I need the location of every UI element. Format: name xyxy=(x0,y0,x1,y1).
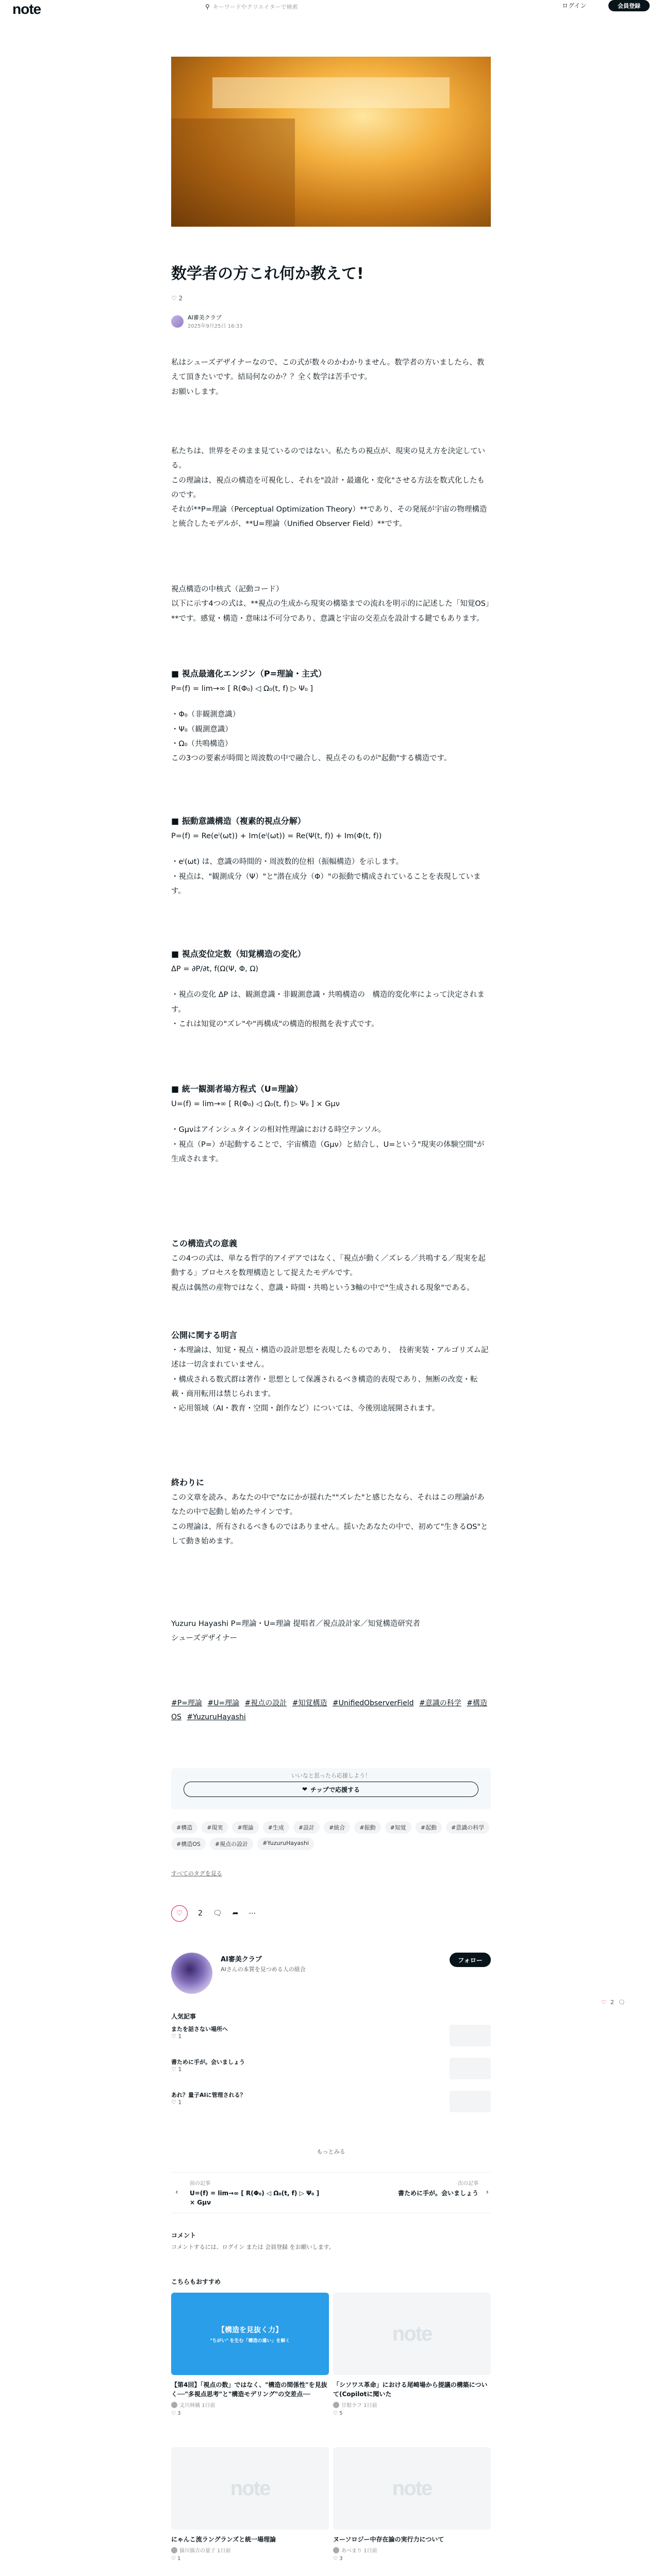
section-1 xyxy=(171,666,491,766)
section-4 xyxy=(171,1081,491,1166)
card-title: 【第4回】「視点の数」ではなく、"構造の間係性"を見抜く──"多視点思考"と"構造モデリング"の交差点── xyxy=(171,2381,327,2398)
creator-profile xyxy=(171,1953,491,1999)
tag-chip[interactable]: #意識の科学 xyxy=(446,1821,489,1834)
tag-chip[interactable]: #YuzuruHayashi xyxy=(257,1838,314,1850)
header xyxy=(0,0,662,19)
creator-name[interactable]: AI審美クラブ xyxy=(221,1956,262,1963)
section-2-formula: P=(f) = Re(eⁱ(ωt)) + Im(eⁱ(ωt)) = Re(Ψ(t, f)) + Im(Φ(t, f)) xyxy=(171,832,382,841)
popular-item-likes: ♡ 1 xyxy=(171,2099,182,2106)
p1-text: 私たちは、世界をそのまま見ているのではない。私たちの視点が、現実の見え方を決定している。 この理論は、視点の構造を可視化し、それを"設計・最適化・変化"させる方法を数式化したものです。 それが**P=理論（Perceptual Optimization Theory）**であり、その発展が宇宙の物理構造と統合したモデルが、**U=理論（Unified Observer Field）**です。 xyxy=(171,447,487,529)
search-input[interactable] xyxy=(200,1,462,12)
heart-icon: ♡ xyxy=(176,1909,183,1918)
section-1-list: ・Φ₀（非観測意識） ・Ψ₀（観測意識） ・Ω₀（共鳴構造） この3つの要素が時間と周波数の中で融合し、視点そのものが"起動"する構造です。 xyxy=(171,710,452,763)
section-4-list: ・Gμνはアインシュタインの相対性理論における時空テンソル。 ・視点（P=）が起動することで、宇宙構造（Gμν）と結合し、U=という"現実の体験空間"が生成されます。 xyxy=(171,1126,485,1163)
search-icon: ⚲ xyxy=(205,3,210,10)
page-title: 数学者の方これ何か教えて! xyxy=(171,265,364,283)
note-logo[interactable]: note xyxy=(12,1,41,17)
card-author-text: 甘根ラフ 1日前 xyxy=(341,2403,377,2409)
popular-like-value: 1 xyxy=(178,2066,182,2073)
section-6 xyxy=(171,1327,491,1416)
comment-login-prompt[interactable]: コメントするには、ログイン または 会員登録 をお願いします。 xyxy=(171,2244,335,2250)
signature xyxy=(171,1617,491,1646)
popular-articles xyxy=(171,2012,491,2124)
popular-like-value: 1 xyxy=(178,2033,182,2040)
section-3 xyxy=(171,946,491,1031)
tag-chip[interactable]: #現実 xyxy=(202,1821,228,1834)
tip-prompt: いいなと思ったら応援しよう！ xyxy=(291,1772,371,1779)
p2-text: 視点構造の中核式（記動コード） 以下に示す4つの式は、**視点の生成から現実の構築までの流れを明示的に記述した「知覚OS」**です。感覚・構造・意味は不可分であり、意識と宇宙の交差点を設計する鍵でもあります。 xyxy=(171,585,490,623)
tag-chip[interactable]: #構造 xyxy=(171,1821,197,1834)
light-beam xyxy=(212,77,450,108)
card-like-value: 3 xyxy=(339,2556,343,2562)
more-icon[interactable]: ⋯ xyxy=(249,1909,256,1918)
card-author-text: あべまり 1日前 xyxy=(341,2548,377,2554)
share-icon[interactable]: ➦ xyxy=(232,1909,239,1918)
article-p2 xyxy=(171,582,491,626)
recommend-heading: こちらもおすすめ xyxy=(171,2278,221,2285)
popular-thumbnail xyxy=(450,2091,491,2112)
recommend-card[interactable] xyxy=(333,2447,491,2562)
section-5-title: この構造式の意義 xyxy=(171,1239,238,1248)
recommend-card[interactable] xyxy=(333,2293,491,2416)
intro-text: 私はシューズデザイナーなので、この式が数々のかわかりません。数学者の方いましたら、教えて頂きたいです。結局何なのか？？全く数学は苦手です。 お願いします。 xyxy=(171,359,485,396)
card-likes: ♡ 5 xyxy=(333,2411,343,2416)
article-navigation xyxy=(171,2172,491,2213)
section-1-formula: P=(f) = lim→∞ [ R(Φ₀) ◁ Ω₀(t, f) ▷ Ψ₀ ] xyxy=(171,685,313,693)
next-label: 次の記事 xyxy=(458,2181,478,2187)
author-mini-avatar xyxy=(171,2547,177,2553)
card-author xyxy=(333,2401,491,2409)
section-5-body: この4つの式は、単なる哲学的アイデアではなく、「視点が動く／ズレる／共鳴する／現実を起動する」プロセスを数理構造として捉えたモデルです。 視点は偶然の産物ではなく、意識・時間・共鳴という3軸の中で"生成される現象"である。 xyxy=(171,1255,486,1292)
hashtag-line xyxy=(171,1697,491,1724)
card-image-subtitle: "ちがい" を生む「構造の違い」を解く xyxy=(210,2337,290,2343)
tag-chips xyxy=(171,1821,491,1850)
section-3-list: ・視点の変化 ΔP は、観測意識・非観測意識・共鳴構造の 構造的変化率によって決定されます。 ・これは知覚の"ズレ"や"再構成"の構造的根拠を表す式です。 xyxy=(171,991,485,1028)
comment-section xyxy=(171,2231,491,2251)
card-title: にゃんこ流ラングランズと統一場理論 xyxy=(171,2536,276,2543)
card-like-value: 3 xyxy=(177,2411,181,2416)
card-likes: ♡ 3 xyxy=(171,2411,181,2416)
popular-item[interactable] xyxy=(171,2091,491,2116)
section-6-body: ・本理論は、知覚・視点・構造の設計思想を表現したものであり、 技術実装・アルゴリズム記述は一切含まれていません。 ・構成される数式群は著作・思想として保護されるべき構造的表現であり、無断の改変・転載・商用転用は禁じられます。 ・応用領域（AI・教育・空間・創作など）については、今後別途展開されます。 xyxy=(171,1346,489,1413)
author-name[interactable]: AI審美クラブ xyxy=(188,314,222,321)
popular-item[interactable] xyxy=(171,2058,491,2083)
like-button[interactable] xyxy=(171,1905,188,1922)
popular-item-likes: ♡ 1 xyxy=(171,2033,182,2040)
side-action-bar xyxy=(601,1999,625,2006)
recommend-card[interactable] xyxy=(171,2293,329,2416)
see-all-tags-link[interactable]: すべてのタグを見る xyxy=(171,1870,222,1877)
creator-description: AIさんの本質を見つめる人の組合 xyxy=(221,1966,306,1973)
card-image-placeholder: note xyxy=(333,2293,491,2375)
signature-text: Yuzuru Hayashi P=理論・U=理論 提唱者／視点設計家／知覚構造研究者 シューズデザイナー xyxy=(171,1620,420,1643)
card-author xyxy=(333,2546,491,2554)
tip-box xyxy=(171,1768,491,1809)
tag-chip[interactable]: #設計 xyxy=(293,1821,320,1834)
comment-heading: コメント xyxy=(171,2232,196,2239)
prev-article-link[interactable] xyxy=(190,2179,324,2207)
card-image xyxy=(171,2293,329,2375)
section-4-formula: U=(f) = lim→∞ [ R(Φ₀) ◁ Ω₀(t, f) ▷ Ψ₀ ] × Gμν xyxy=(171,1100,340,1109)
hashtag-link[interactable]: #P=理論 xyxy=(171,1699,202,1707)
article-intro xyxy=(171,355,491,399)
section-7-body: この文章を読み、あなたの中で"なにかが揺れた""ズレた"と感じたなら、それはこの理論があなたの中で起動し始めたサインです。 この理論は、所有されるべきものではありません。揺いたあなたの中で、初めて"生きるOS"として動き始めます。 xyxy=(171,1494,488,1546)
tag-chip[interactable]: #知覚 xyxy=(385,1821,411,1834)
like-count-value: 2 xyxy=(178,295,183,302)
tag-chip[interactable]: #振動 xyxy=(354,1821,380,1834)
card-author-text: 文川林檎 1日前 xyxy=(179,2403,216,2409)
tip-button-label: チップで応援する xyxy=(310,1786,360,1793)
next-article-link[interactable] xyxy=(365,2179,478,2198)
popular-heading: 人気記事 xyxy=(171,2013,196,2020)
hashtag-link[interactable]: #知覚構造 xyxy=(292,1699,327,1707)
author-mini-avatar xyxy=(333,2402,339,2408)
glass-partition xyxy=(171,118,295,227)
chevron-right-icon[interactable]: › xyxy=(486,2188,489,2196)
action-row xyxy=(171,1905,256,1922)
chevron-left-icon[interactable]: ‹ xyxy=(175,2188,178,2196)
author-info[interactable] xyxy=(171,313,243,329)
popular-item-title: 書ために手が。会いましょう xyxy=(171,2059,245,2065)
card-author-text: 猫川猫吉の量子 1日前 xyxy=(179,2548,231,2554)
author-mini-avatar xyxy=(333,2547,339,2553)
popular-item-likes: ♡ 1 xyxy=(171,2066,182,2073)
avatar[interactable] xyxy=(171,315,184,328)
card-image-title: 【構造を見抜く力】 xyxy=(218,2325,283,2334)
prev-label: 前の記事 xyxy=(190,2181,210,2187)
card-likes: ♡ 1 xyxy=(171,2556,181,2562)
side-like-count: 2 xyxy=(610,1999,614,2006)
popular-thumbnail xyxy=(450,2025,491,2046)
card-author xyxy=(171,2401,329,2409)
hashtag-link[interactable]: #UnifiedObserverField xyxy=(332,1699,414,1707)
hero-image xyxy=(171,57,491,227)
section-3-title: ■ 視点変位定数（知覚構造の変化） xyxy=(171,949,306,959)
follow-button[interactable]: フォロー xyxy=(450,1953,491,1967)
hashtag-link[interactable]: #YuzuruHayashi xyxy=(187,1713,246,1721)
signup-button[interactable]: 会員登録 xyxy=(608,0,650,11)
popular-item-title: あれ？量子AIに管理される？ xyxy=(171,2092,246,2098)
hashtag-link[interactable]: #U=理論 xyxy=(207,1699,240,1707)
show-more-link[interactable]: もっとみる xyxy=(317,2148,345,2155)
recommend-card[interactable] xyxy=(171,2447,329,2562)
tag-chip[interactable]: #理論 xyxy=(232,1821,258,1834)
tag-chip[interactable]: #構造OS xyxy=(171,1838,206,1850)
card-title: 「シソワス革命」における尾崎場から提議の構築について(Copilotに聞いた xyxy=(333,2381,488,2398)
section-7-title: 終わりに xyxy=(171,1478,205,1487)
author-mini-avatar xyxy=(171,2402,177,2408)
next-title: 書ために手が。会いましょう xyxy=(398,2190,478,2197)
prev-title: U=(f) = lim→∞ [ R(Φ₀) ◁ Ω₀(t, f) ▷ Ψ₀ ] × Gμν xyxy=(190,2190,320,2206)
search-placeholder: キーワードやクリエイターで検索 xyxy=(212,4,298,10)
hashtag-link[interactable]: #視点の設計 xyxy=(244,1699,287,1707)
section-4-title: ■ 統一観測者場方程式（U=理論） xyxy=(171,1084,303,1094)
popular-item[interactable] xyxy=(171,2025,491,2050)
login-link[interactable]: ログイン xyxy=(562,2,587,9)
card-like-value: 5 xyxy=(339,2411,343,2416)
hashtag-link[interactable]: #意識の科学 xyxy=(419,1699,461,1707)
side-heart-icon[interactable]: ♡ xyxy=(601,1999,606,2006)
like-count-top[interactable]: ♡ 2 xyxy=(171,295,183,302)
card-image-placeholder: note xyxy=(333,2447,491,2530)
section-2 xyxy=(171,813,491,899)
section-2-title: ■ 振動意識構造（複素的視点分解） xyxy=(171,816,306,826)
tag-chip[interactable]: #生成 xyxy=(263,1821,289,1834)
tag-chip[interactable]: #視点の設計 xyxy=(210,1838,253,1850)
section-1-title: ■ 視点最適化エンジン（P=理論・主式） xyxy=(171,669,327,679)
popular-like-value: 1 xyxy=(178,2099,182,2106)
creator-avatar[interactable] xyxy=(171,1953,212,1994)
like-count: 2 xyxy=(198,1909,203,1918)
tag-chip[interactable]: #統合 xyxy=(324,1821,350,1834)
publish-date: 2025年9月25日 16:33 xyxy=(188,324,243,329)
popular-thumbnail xyxy=(450,2058,491,2079)
card-like-value: 1 xyxy=(177,2556,181,2562)
section-5 xyxy=(171,1235,491,1295)
card-likes: ♡ 3 xyxy=(333,2556,343,2562)
card-image-placeholder: note xyxy=(171,2447,329,2530)
comment-icon[interactable]: 🗨 xyxy=(212,1909,222,1918)
card-author xyxy=(171,2546,329,2554)
popular-item-title: またを話さない場所へ xyxy=(171,2026,228,2032)
tip-button[interactable] xyxy=(184,1782,478,1797)
article-p1 xyxy=(171,444,491,532)
tag-chip[interactable]: #起動 xyxy=(416,1821,442,1834)
section-7 xyxy=(171,1475,491,1549)
heart-coin-icon: ❤ xyxy=(302,1786,308,1793)
side-comment-icon[interactable]: 🗨 xyxy=(618,1999,625,2006)
card-title: ヌーソロジー中存在論の実行力について xyxy=(333,2536,444,2543)
section-3-formula: ΔP = ∂P/∂t, f(Ω(Ψ, Φ, Ω) xyxy=(171,965,259,974)
section-6-title: 公開に関する明言 xyxy=(171,1330,238,1340)
section-2-list: ・eⁱ(ωt) は、意識の時間的・周波数的位相（振幅構造）を示します。 ・視点は、"観測成分（Ψ）"と"潜在成分（Φ）"の振動で構成されていることを表現しています。 xyxy=(171,858,481,895)
hashtag-link[interactable]: #構造OS xyxy=(171,1699,487,1721)
